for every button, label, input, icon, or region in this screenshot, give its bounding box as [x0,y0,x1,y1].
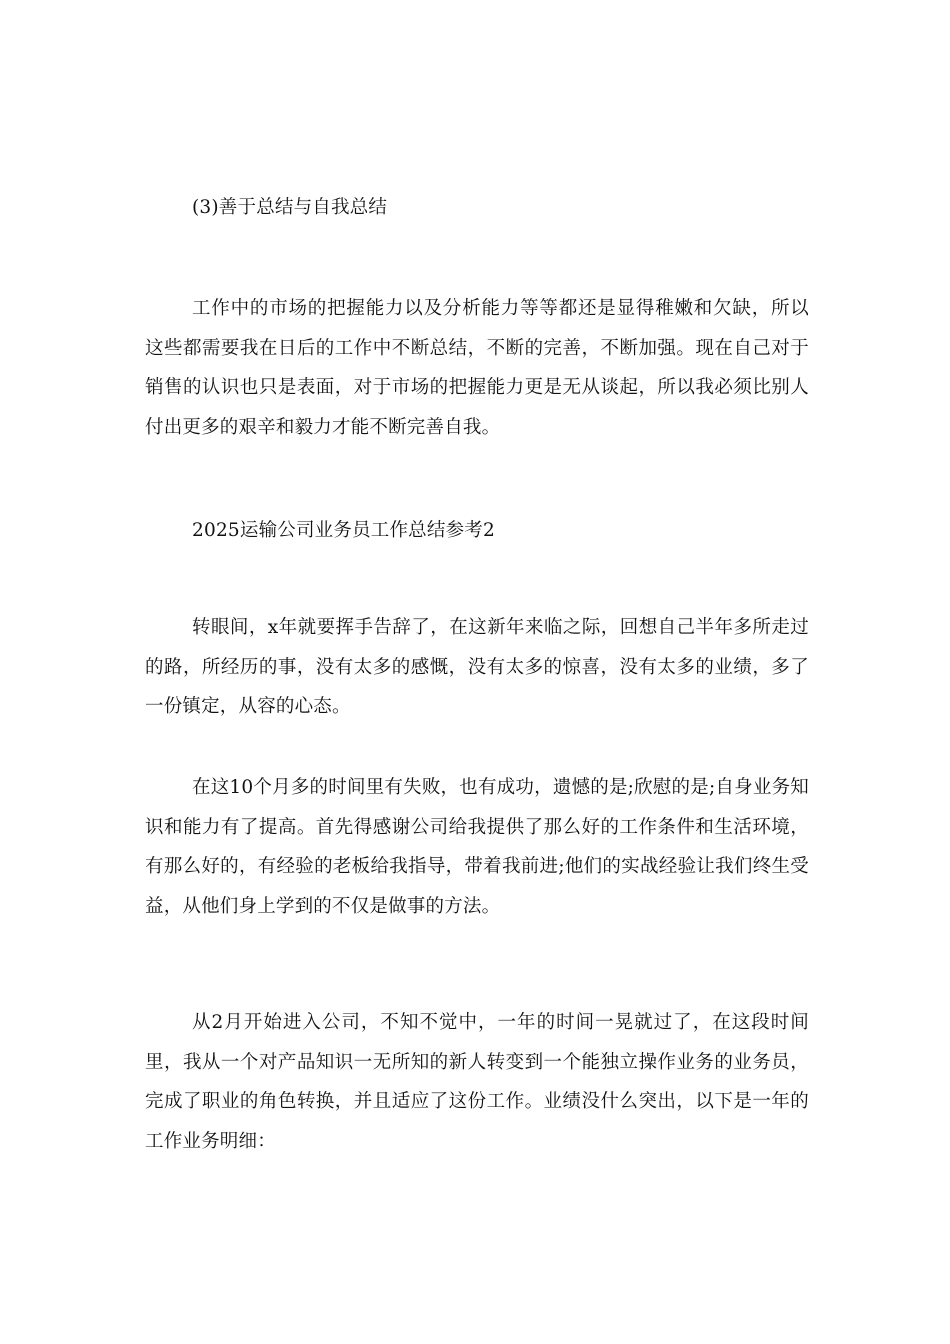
sub-heading: (3)善于总结与自我总结 [192,197,388,218]
paragraph-ten-months: 在这10个月多的时间里有失败，也有成功，遗憾的是;欣慰的是;自身业务知识和能力有了提高。首先得感谢公司给我提供了那么好的工作条件和生活环境，有那么好的，有经验的老板给我指导，带着我前进;他们的实战经验让我们终生受益，从他们身上学到的不仅是做事的方法。 [145,777,809,917]
section-title: 2025运输公司业务员工作总结参考2 [192,520,495,541]
paragraph-year-end: 转眼间，x年就要挥手告辞了，在这新年来临之际，回想自己半年多所走过的路，所经历的事，没有太多的感慨，没有太多的惊喜，没有太多的业绩，多了一份镇定，从容的心态。 [145,617,809,717]
paragraph-february: 从2月开始进入公司，不知不觉中，一年的时间一晃就过了，在这段时间里，我从一个对产品知识一无所知的新人转变到一个能独立操作业务的业务员，完成了职业的角色转换，并且适应了这份工作。业绩没什么突出，以下是一年的工作业务明细： [145,1012,809,1152]
paragraph-market-ability: 工作中的市场的把握能力以及分析能力等等都还是显得稚嫩和欠缺，所以这些都需要我在日后的工作中不断总结，不断的完善，不断加强。现在自己对于销售的认识也只是表面，对于市场的把握能力更是无从谈起，所以我必须比别人付出更多的艰辛和毅力才能不断完善自我。 [145,298,809,438]
